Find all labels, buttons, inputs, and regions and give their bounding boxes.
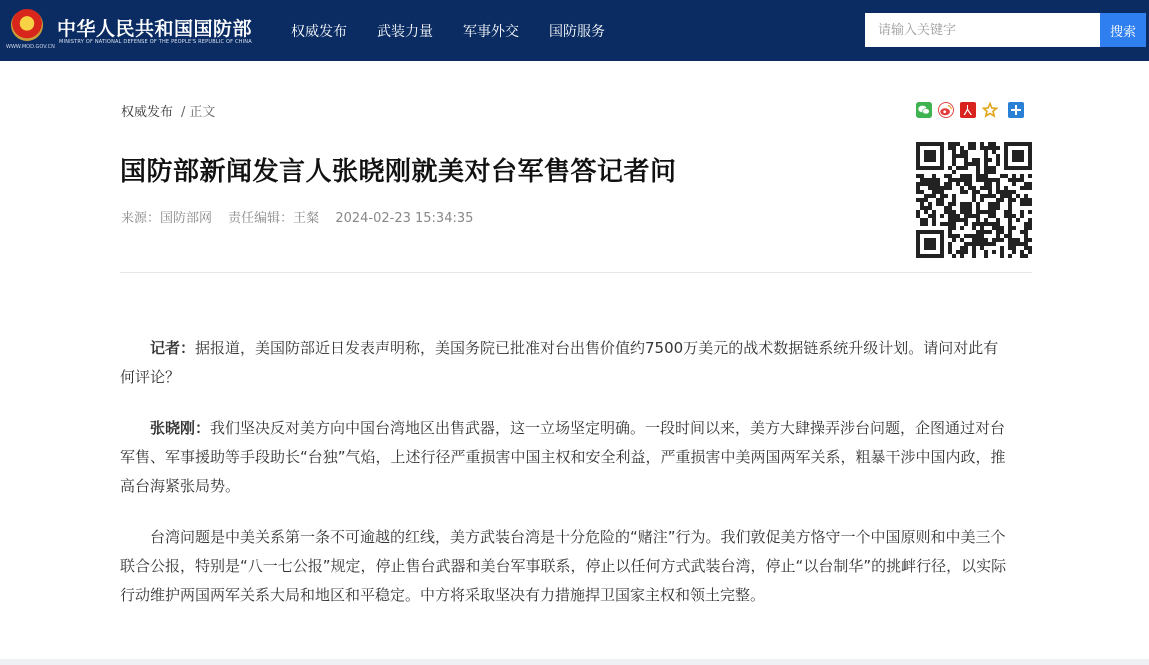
article-paragraph bbox=[120, 334, 1010, 392]
article-source: 来源：国防部网 bbox=[121, 211, 213, 226]
search-input[interactable] bbox=[865, 13, 1101, 47]
plus-icon[interactable] bbox=[1008, 102, 1024, 118]
article-datetime: 2024-02-23 15:34:35 bbox=[335, 211, 474, 226]
speaker-label: 张晓刚： bbox=[150, 419, 211, 437]
site-subtitle: MINISTRY OF NATIONAL DEFENSE OF THE PEOPLE'S REPUBLIC OF CHINA bbox=[59, 39, 252, 45]
speaker-label: 记者： bbox=[150, 339, 196, 357]
share-toolbar bbox=[916, 102, 1024, 118]
breadcrumb-section[interactable]: 权威发布 bbox=[121, 105, 174, 120]
emblem-url: WWW.MOD.GOV.CN bbox=[6, 44, 55, 50]
nav-item-authoritative-release[interactable]: 权威发布 bbox=[291, 24, 347, 40]
main-nav bbox=[291, 21, 635, 41]
nav-item-armed-forces[interactable]: 武装力量 bbox=[377, 24, 433, 40]
search-button[interactable]: 搜索 bbox=[1100, 13, 1146, 47]
breadcrumb bbox=[121, 101, 215, 120]
breadcrumb-current: 正文 bbox=[189, 105, 216, 120]
article-body bbox=[120, 334, 1010, 632]
paragraph-text: 据报道，美国防部近日发表声明称，美国务院已批准对台出售价值约7500万美元的战术数据链系统升级计划。请问对此有何评论？ bbox=[120, 339, 999, 386]
article-title: 国防部新闻发言人张晓刚就美对台军售答记者问 bbox=[120, 157, 677, 187]
weibo-icon[interactable] bbox=[938, 102, 954, 118]
star-icon[interactable] bbox=[982, 102, 998, 118]
nav-item-military-diplomacy[interactable]: 军事外交 bbox=[463, 24, 519, 40]
breadcrumb-separator: / bbox=[181, 105, 186, 120]
article-paragraph bbox=[120, 523, 1010, 610]
site-title[interactable]: 中华人民共和国国防部 bbox=[57, 18, 253, 40]
paragraph-text: 台湾问题是中美关系第一条不可逾越的红线，美方武装台湾是十分危险的“赌注”行为。我们敦促美方恪守一个中国原则和中美三个联合公报，特别是“八一七公报”规定，停止售台武器和美台军事联系，停止以任何方式武装台湾，停止“以台制华”的挑衅行径，以实际行动维护两国两军关系大局和地区和平稳定。中方将采取坚决有力措施捍卫国家主权和领土完整。 bbox=[120, 528, 1007, 604]
national-emblem-logo[interactable] bbox=[11, 9, 43, 41]
footer-bar bbox=[0, 659, 1149, 665]
qr-code bbox=[916, 142, 1032, 258]
article-editor: 责任编辑：王粲 bbox=[228, 211, 320, 226]
wechat-icon[interactable] bbox=[916, 102, 932, 118]
article-paragraph bbox=[120, 414, 1010, 501]
divider bbox=[120, 272, 1032, 273]
site-header bbox=[0, 0, 1149, 61]
paragraph-text: 我们坚决反对美方向中国台湾地区出售武器，这一立场坚定明确。一段时间以来，美方大肆操弄涉台问题，企图通过对台军售、军事援助等手段助长“台独”气焰，上述行径严重损害中国主权和安全利益，严重损害中美两国两军关系，粗暴干涉中国内政，推高台海紧张局势。 bbox=[120, 419, 1006, 495]
article-meta bbox=[121, 207, 485, 226]
people-icon[interactable] bbox=[960, 102, 976, 118]
nav-item-defense-services[interactable]: 国防服务 bbox=[549, 24, 605, 40]
